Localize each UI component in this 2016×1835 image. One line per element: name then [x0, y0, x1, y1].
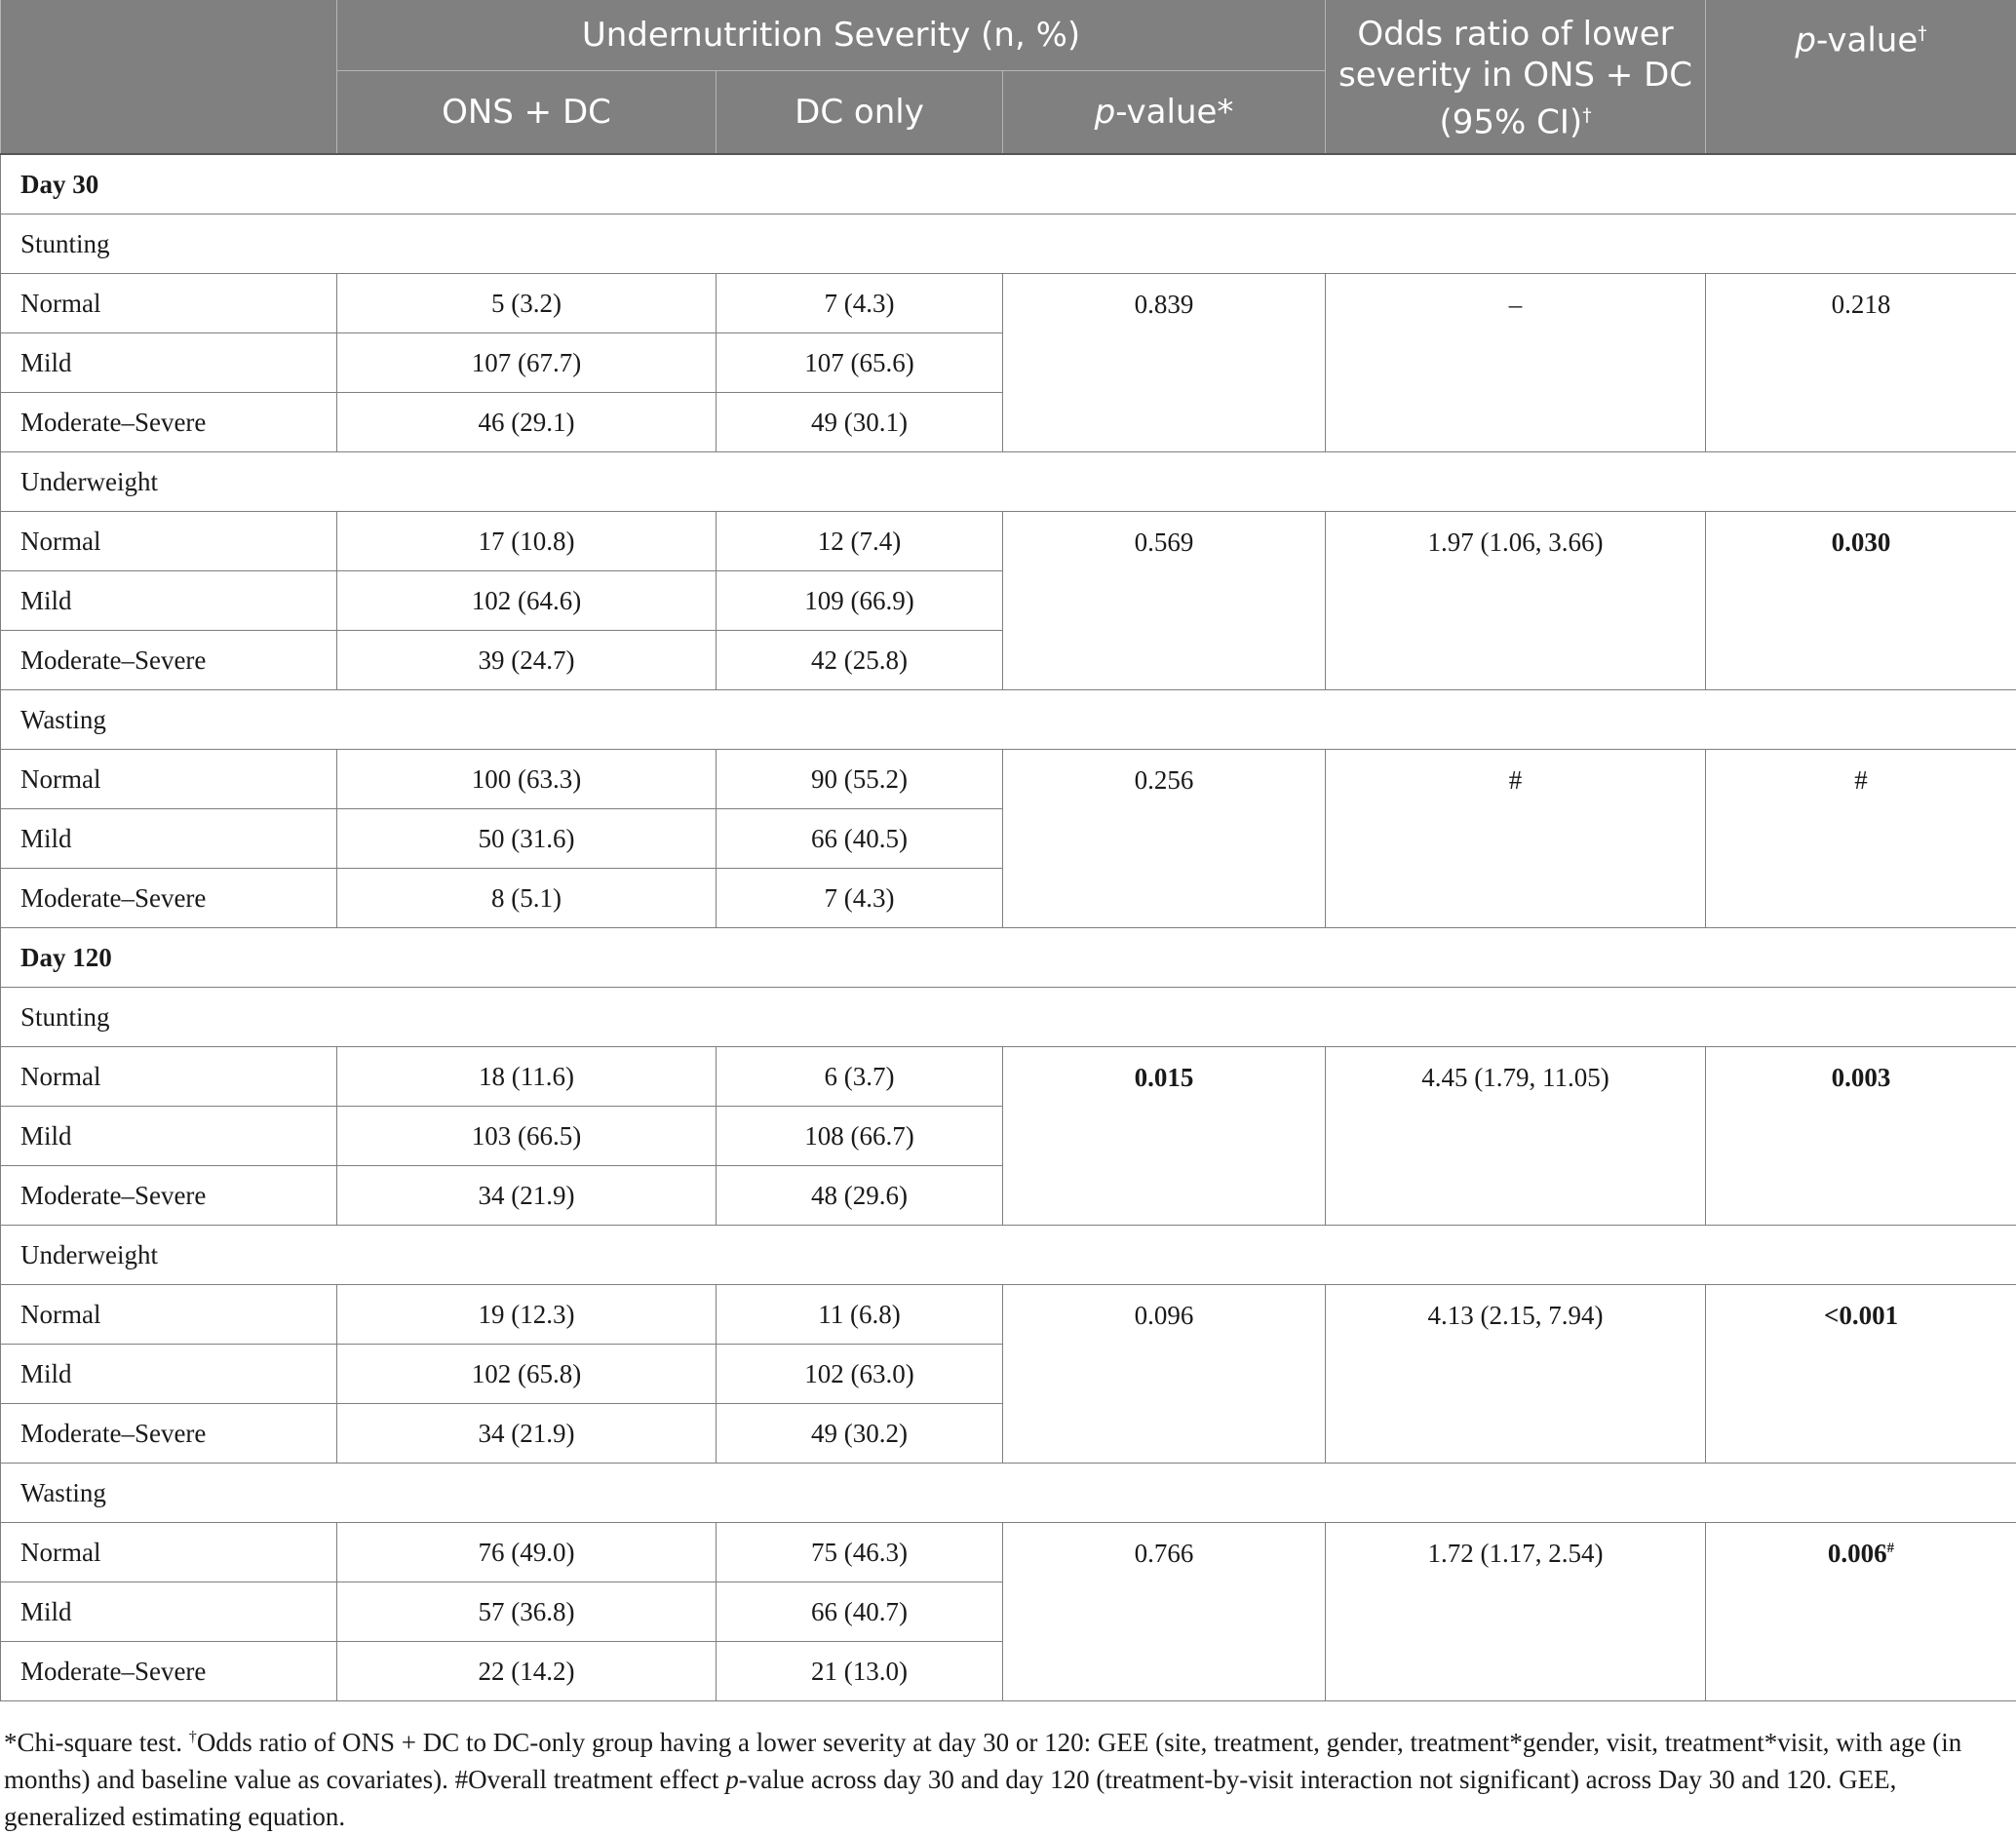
- severity-cell: Normal: [1, 1285, 337, 1345]
- dc-only-cell: 7 (4.3): [717, 869, 1003, 928]
- header-p-value-gee: [1706, 0, 2016, 154]
- p-gee-cell: [1706, 1523, 2016, 1701]
- dc-only-cell: 66 (40.7): [717, 1582, 1003, 1642]
- footnote-dagger: †: [188, 1728, 197, 1745]
- p-gee-value: 0.003: [1831, 1063, 1891, 1092]
- odds-ratio-cell: 1.72 (1.17, 2.54): [1326, 1523, 1706, 1701]
- ons-dc-cell: 34 (21.9): [337, 1166, 717, 1226]
- severity-cell: Mild: [1, 571, 337, 631]
- ons-dc-cell: 19 (12.3): [337, 1285, 717, 1345]
- header-p-chi-rest: -value*: [1115, 93, 1234, 132]
- ons-dc-cell: 5 (3.2): [337, 274, 717, 333]
- ons-dc-cell: 57 (36.8): [337, 1582, 717, 1642]
- severity-cell: Normal: [1, 512, 337, 571]
- p-chi-cell: 0.015: [1003, 1047, 1326, 1226]
- header-p-gee-rest: -value: [1816, 20, 1919, 60]
- ons-dc-cell: 17 (10.8): [337, 512, 717, 571]
- severity-cell: Moderate–Severe: [1, 393, 337, 452]
- ons-dc-cell: 39 (24.7): [337, 631, 717, 690]
- p-gee-value: 0.218: [1831, 290, 1891, 319]
- group-row: [1, 1464, 2016, 1523]
- dc-only-cell: 21 (13.0): [717, 1642, 1003, 1701]
- header-odds-ratio: [1326, 0, 1706, 154]
- footnote-p-italic: p: [725, 1765, 739, 1794]
- section-label: Day 120: [1, 928, 2016, 988]
- header-p-value-chi: [1003, 71, 1326, 155]
- group-row: [1, 690, 2016, 750]
- dc-only-cell: 12 (7.4): [717, 512, 1003, 571]
- table-row: [1, 1047, 2016, 1107]
- footnote-part3: -value across day 30 and day 120 (treatment-by-visit interaction not significant) across Day 30 and 120. GEE, generalized estimating equation.: [4, 1765, 1897, 1831]
- ons-dc-cell: 102 (64.6): [337, 571, 717, 631]
- group-label: Underweight: [1, 452, 2016, 512]
- odds-ratio-cell: #: [1326, 750, 1706, 928]
- ons-dc-cell: 8 (5.1): [337, 869, 717, 928]
- dc-only-cell: 107 (65.6): [717, 333, 1003, 393]
- table-row: [1, 1285, 2016, 1345]
- dc-only-cell: 49 (30.1): [717, 393, 1003, 452]
- ons-dc-cell: 46 (29.1): [337, 393, 717, 452]
- severity-cell: Moderate–Severe: [1, 1642, 337, 1701]
- p-gee-mark: #: [1886, 1541, 1895, 1556]
- table-header: [1, 0, 2016, 154]
- severity-cell: Mild: [1, 1107, 337, 1166]
- section-label: Day 30: [1, 154, 2016, 215]
- p-gee-value: 0.030: [1831, 527, 1891, 557]
- dc-only-cell: 90 (55.2): [717, 750, 1003, 809]
- group-row: [1, 1226, 2016, 1285]
- header-odds-ratio-text: Odds ratio of lower severity in ONS + DC (95% CI): [1338, 15, 1692, 142]
- p-gee-value: #: [1854, 765, 1868, 795]
- header-blank: [1, 0, 337, 154]
- severity-cell: Mild: [1, 809, 337, 869]
- footnote-part1: *Chi-square test.: [4, 1728, 189, 1757]
- dc-only-cell: 42 (25.8): [717, 631, 1003, 690]
- p-chi-cell: 0.256: [1003, 750, 1326, 928]
- p-gee-cell: [1706, 1285, 2016, 1464]
- group-label: Underweight: [1, 1226, 2016, 1285]
- section-row: [1, 928, 2016, 988]
- group-label: Wasting: [1, 1464, 2016, 1523]
- header-odds-ratio-mark: †: [1582, 105, 1592, 126]
- ons-dc-cell: 102 (65.8): [337, 1345, 717, 1404]
- header-p-gee-mark: †: [1918, 23, 1927, 44]
- p-gee-cell: [1706, 512, 2016, 690]
- odds-ratio-cell: 4.45 (1.79, 11.05): [1326, 1047, 1706, 1226]
- table-row: [1, 512, 2016, 571]
- dc-only-cell: 49 (30.2): [717, 1404, 1003, 1464]
- p-gee-value: <0.001: [1823, 1301, 1899, 1330]
- odds-ratio-cell: 4.13 (2.15, 7.94): [1326, 1285, 1706, 1464]
- severity-cell: Normal: [1, 750, 337, 809]
- odds-ratio-cell: –: [1326, 274, 1706, 452]
- p-gee-value: 0.006: [1827, 1539, 1887, 1568]
- p-gee-cell: [1706, 750, 2016, 928]
- table-row: [1, 274, 2016, 333]
- group-label: Wasting: [1, 690, 2016, 750]
- ons-dc-cell: 50 (31.6): [337, 809, 717, 869]
- header-ons-dc: ONS + DC: [337, 71, 717, 155]
- p-chi-cell: 0.096: [1003, 1285, 1326, 1464]
- footnote-part2: Odds ratio of ONS + DC to DC-only group having a lower severity at day 30 or 120: GEE (site, treatment, gender, treatment*gender, visit, treatment*visit, with age (in months) and baseline value as covariates). #Overall treatment effect: [4, 1728, 1962, 1794]
- dc-only-cell: 109 (66.9): [717, 571, 1003, 631]
- severity-cell: Moderate–Severe: [1, 869, 337, 928]
- severity-cell: Moderate–Severe: [1, 1166, 337, 1226]
- group-row: [1, 988, 2016, 1047]
- ons-dc-cell: 22 (14.2): [337, 1642, 717, 1701]
- ons-dc-cell: 76 (49.0): [337, 1523, 717, 1582]
- severity-cell: Normal: [1, 274, 337, 333]
- dc-only-cell: 6 (3.7): [717, 1047, 1003, 1107]
- dc-only-cell: 48 (29.6): [717, 1166, 1003, 1226]
- p-gee-cell: [1706, 1047, 2016, 1226]
- table-row: [1, 750, 2016, 809]
- group-row: [1, 215, 2016, 274]
- group-row: [1, 452, 2016, 512]
- group-label: Stunting: [1, 988, 2016, 1047]
- header-undernutrition-severity: Undernutrition Severity (n, %): [337, 0, 1326, 71]
- group-label: Stunting: [1, 215, 2016, 274]
- dc-only-cell: 102 (63.0): [717, 1345, 1003, 1404]
- severity-cell: Mild: [1, 1582, 337, 1642]
- p-chi-cell: 0.839: [1003, 274, 1326, 452]
- ons-dc-cell: 100 (63.3): [337, 750, 717, 809]
- severity-cell: Mild: [1, 1345, 337, 1404]
- p-chi-cell: 0.766: [1003, 1523, 1326, 1701]
- header-p-chi-italic: p: [1094, 93, 1116, 132]
- odds-ratio-cell: 1.97 (1.06, 3.66): [1326, 512, 1706, 690]
- header-dc-only: DC only: [717, 71, 1003, 155]
- dc-only-cell: 108 (66.7): [717, 1107, 1003, 1166]
- footnote: [0, 1718, 2016, 1835]
- header-p-gee-italic: p: [1795, 20, 1817, 60]
- ons-dc-cell: 18 (11.6): [337, 1047, 717, 1107]
- table-row: [1, 1523, 2016, 1582]
- p-chi-cell: 0.569: [1003, 512, 1326, 690]
- severity-cell: Moderate–Severe: [1, 631, 337, 690]
- dc-only-cell: 11 (6.8): [717, 1285, 1003, 1345]
- dc-only-cell: 66 (40.5): [717, 809, 1003, 869]
- dc-only-cell: 75 (46.3): [717, 1523, 1003, 1582]
- table-body: [1, 154, 2016, 1701]
- ons-dc-cell: 107 (67.7): [337, 333, 717, 393]
- severity-cell: Mild: [1, 333, 337, 393]
- severity-cell: Moderate–Severe: [1, 1404, 337, 1464]
- ons-dc-cell: 103 (66.5): [337, 1107, 717, 1166]
- ons-dc-cell: 34 (21.9): [337, 1404, 717, 1464]
- section-row: [1, 154, 2016, 215]
- dc-only-cell: 7 (4.3): [717, 274, 1003, 333]
- p-gee-cell: [1706, 274, 2016, 452]
- severity-cell: Normal: [1, 1047, 337, 1107]
- severity-cell: Normal: [1, 1523, 337, 1582]
